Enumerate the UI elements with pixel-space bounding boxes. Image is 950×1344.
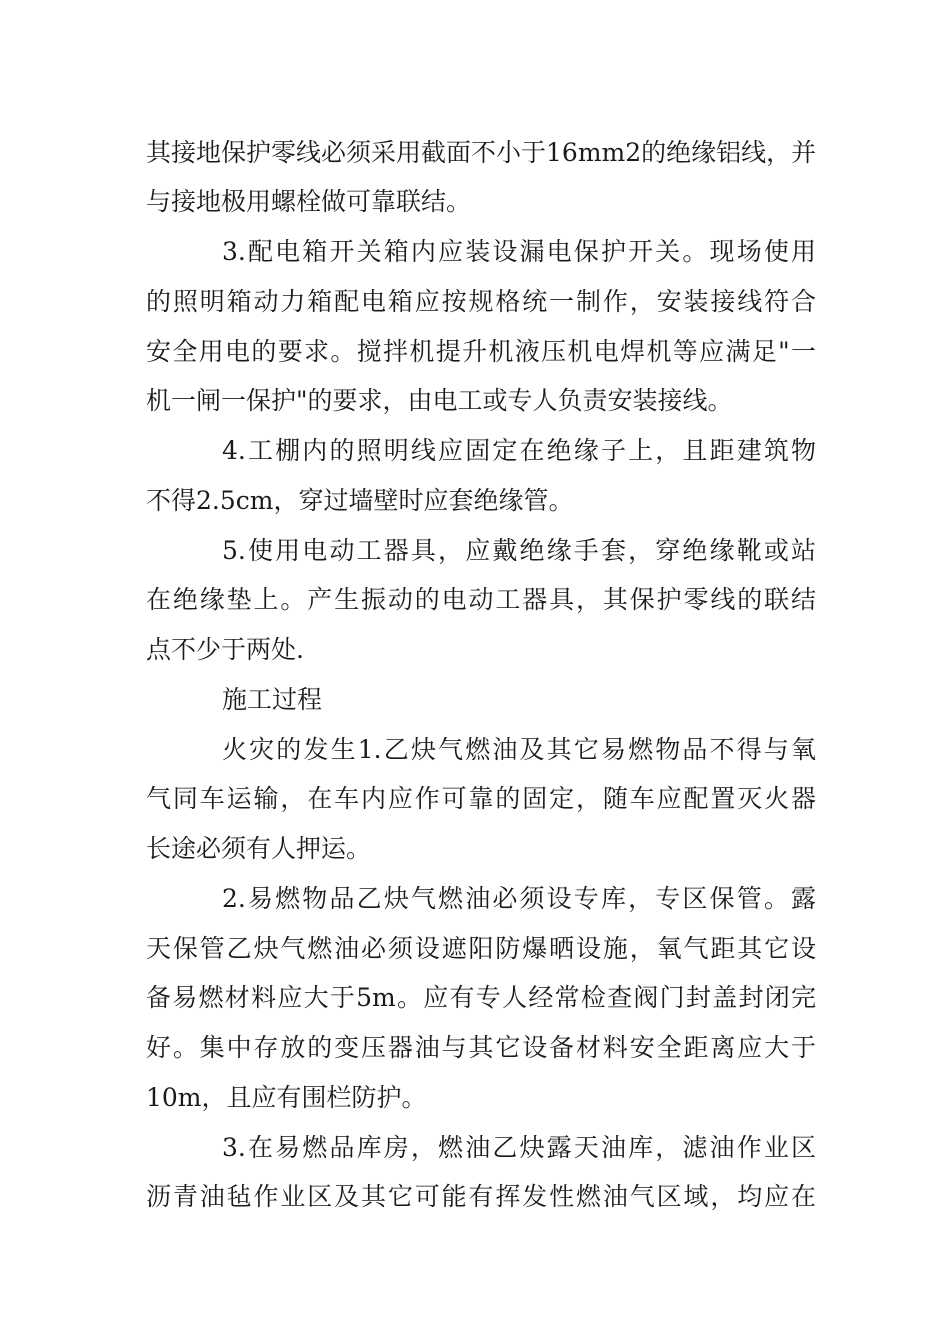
paragraph-start-line: 2.易燃物品乙炔气燃油必须设专库，专区保管。露 [222, 884, 816, 913]
paragraph-start-line: 4.工棚内的照明线应固定在绝缘子上，且距建筑物 [222, 436, 816, 465]
paragraph-start-line: 5.使用电动工器具，应戴绝缘手套，穿绝缘靴或站 [222, 536, 816, 565]
text-line: 的照明箱动力箱配电箱应按规格统一制作，安装接线符合 [146, 287, 816, 316]
text-line: 机一闸一保护"的要求，由电工或专人负责安装接线。 [146, 386, 733, 415]
text-line: 好。集中存放的变压器油与其它设备材料安全距离应大于 [146, 1033, 816, 1062]
text-line: 其接地保护零线必须采用截面不小于16mm2的绝缘铝线，并 [146, 138, 817, 167]
text-line: 10m，且应有围栏防护。 [146, 1083, 427, 1112]
text-line: 在绝缘垫上。产生振动的电动工器具，其保护零线的联结 [146, 585, 816, 614]
text-line: 安全用电的要求。搅拌机提升机液压机电焊机等应满足"一 [146, 337, 816, 366]
text-line: 不得2.5cm，穿过墙壁时应套绝缘管。 [146, 486, 574, 515]
text-line: 气同车运输，在车内应作可靠的固定，随车应配置灭火器 [146, 784, 816, 813]
paragraph-start-line: 3.在易燃品库房，燃油乙炔露天油库，滤油作业区 [222, 1133, 816, 1162]
paragraph-start-line: 3.配电箱开关箱内应装设漏电保护开关。现场使用 [222, 237, 816, 266]
text-line: 沥青油毡作业区及其它可能有挥发性燃油气区域，均应在 [146, 1182, 816, 1211]
text-line: 天保管乙炔气燃油必须设遮阳防爆晒设施，氧气距其它设 [146, 934, 816, 963]
text-line: 备易燃材料应大于5m。应有专人经常检查阀门封盖封闭完 [146, 983, 816, 1012]
text-line: 点不少于两处. [146, 635, 304, 664]
text-line: 与接地极用螺栓做可靠联结。 [146, 187, 472, 216]
paragraph-start-line: 火灾的发生1.乙炔气燃油及其它易燃物品不得与氧 [222, 735, 816, 764]
text-line: 长途必须有人押运。 [146, 834, 372, 863]
section-heading: 施工过程 [222, 685, 323, 714]
